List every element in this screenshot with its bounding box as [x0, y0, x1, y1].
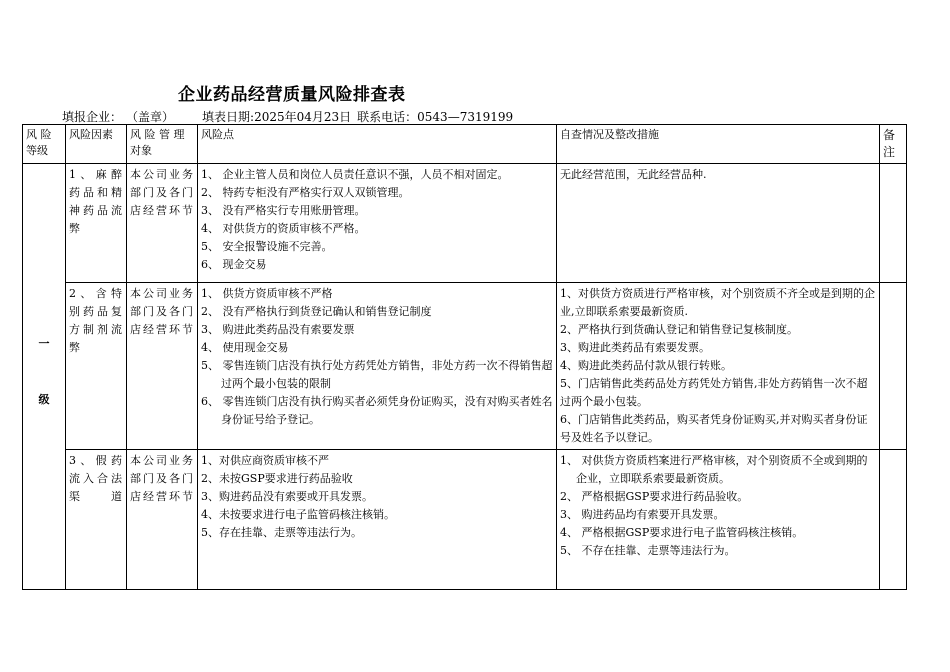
risk-point: 2、 没有严格执行到货登记确认和销售登记制度 — [201, 305, 432, 318]
risk-point: 5、 安全报警设施不完善。 — [201, 240, 333, 253]
measure-item: 5、门店销售此类药品处方药凭处方销售,非处方药销售一次不超过两个最小包装。 — [560, 377, 868, 408]
risk-point: 4、未按要求进行电子监管码核注核销。 — [201, 508, 395, 521]
measure-item: 6、门店销售此类药品，购买者凭身份证购买,并对购买者身份证号及姓名予以登记。 — [560, 413, 868, 444]
risk-factor-cell: 3、假药流入合法渠道 — [66, 450, 127, 590]
measure-item: 4、购进此类药品付款从银行转账。 — [560, 359, 732, 372]
risk-point: 1、 企业主管人员和岗位人员责任意识不强，人员不相对固定。 — [201, 168, 509, 181]
risk-points-cell — [198, 283, 557, 450]
risk-table — [22, 124, 907, 590]
risk-point: 6、 现金交易 — [201, 258, 267, 271]
risk-points-cell — [198, 450, 557, 590]
measure-item: 5、 不存在挂靠、走票等违法行为。 — [560, 544, 736, 557]
measures-cell — [557, 164, 880, 283]
risk-point: 4、 使用现金交易 — [201, 341, 289, 354]
page-title: 企业药品经营质量风险排查表 — [178, 85, 406, 105]
measure-item: 4、 严格根据GSP要求进行电子监管码核注核销。 — [560, 526, 804, 539]
risk-factor-cell: 2、含特别药品复方制剂流弊 — [66, 283, 127, 450]
measure-item: 3、 购进药品均有索要开具发票。 — [560, 508, 725, 521]
risk-point: 3、购进药品没有索要或开具发票。 — [201, 490, 373, 503]
risk-point: 3、 没有严格实行专用账册管理。 — [201, 204, 366, 217]
risk-object-cell: 本公司业务部门及各门店经营环节 — [127, 450, 198, 590]
risk-factor-cell: 1、麻醉药品和精神药品流弊 — [66, 164, 127, 283]
risk-object-cell: 本公司业务部门及各门店经营环节 — [127, 283, 198, 450]
risk-points-cell — [198, 164, 557, 283]
seal-label: （盖章） — [126, 110, 175, 124]
phone-label: 联系电话：0543—7319199 — [357, 110, 514, 124]
measure-item: 无此经营范围，无此经营品种. — [560, 168, 707, 181]
risk-point: 6、 零售连锁门店没有执行购买者必须凭身份证购买，没有对购买者姓名身份证号给予登记。 — [201, 395, 553, 426]
risk-level-top: 一 — [38, 336, 50, 350]
risk-point: 5、存在挂靠、走票等违法行为。 — [201, 526, 362, 539]
measures-cell — [557, 283, 880, 450]
remark-cell — [880, 164, 907, 283]
table-row — [23, 164, 907, 283]
remark-cell — [880, 283, 907, 450]
measure-item: 2、严格执行到货确认登记和销售登记复核制度。 — [560, 323, 798, 336]
table-header-row — [23, 125, 907, 164]
measure-item: 3、购进此类药品有索要发票。 — [560, 341, 710, 354]
risk-point: 2、未按GSP要求进行药品验收 — [201, 472, 353, 485]
risk-point: 1、 供货方资质审核不严格 — [201, 287, 333, 300]
header-remark: 备 注 — [880, 125, 907, 164]
header-points: 风险点 — [198, 125, 557, 164]
risk-level-cell — [23, 164, 66, 590]
measure-item: 2、 严格根据GSP要求进行药品验收。 — [560, 490, 749, 503]
risk-point: 5、 零售连锁门店没有执行处方药凭处方销售，非处方药一次不得销售超过两个最小包装的限制 — [201, 359, 553, 390]
header-object: 风 险 管 理 对象 — [127, 125, 198, 164]
risk-point: 4、 对供货方的资质审核不严格。 — [201, 222, 366, 235]
table-row — [23, 450, 907, 590]
measures-cell — [557, 450, 880, 590]
company-label: 填报企业： — [62, 110, 123, 124]
header-factor: 风险因素 — [66, 125, 127, 164]
date-label: 填表日期:2025年04月23日 — [202, 110, 352, 124]
remark-cell — [880, 450, 907, 590]
risk-object-cell: 本公司业务部门及各门店经营环节 — [127, 164, 198, 283]
measure-item: 1、 对供货方资质档案进行严格审核，对个别资质不全或到期的企业，立即联系索要最新资质。 — [560, 454, 868, 485]
measure-item: 1、对供货方资质进行严格审核，对个别资质不齐全或是到期的企业,立即联系索要最新资质. — [560, 287, 875, 318]
header-level: 风 险 等级 — [23, 125, 66, 164]
risk-point: 1、对供应商资质审核不严 — [201, 454, 329, 467]
table-row — [23, 283, 907, 450]
header-measures: 自查情况及整改措施 — [557, 125, 880, 164]
risk-point: 3、 购进此类药品没有索要发票 — [201, 323, 355, 336]
risk-point: 2、 特药专柜没有严格实行双人双锁管理。 — [201, 186, 410, 199]
risk-level-bottom: 级 — [38, 392, 50, 406]
form-info-line — [62, 108, 513, 125]
